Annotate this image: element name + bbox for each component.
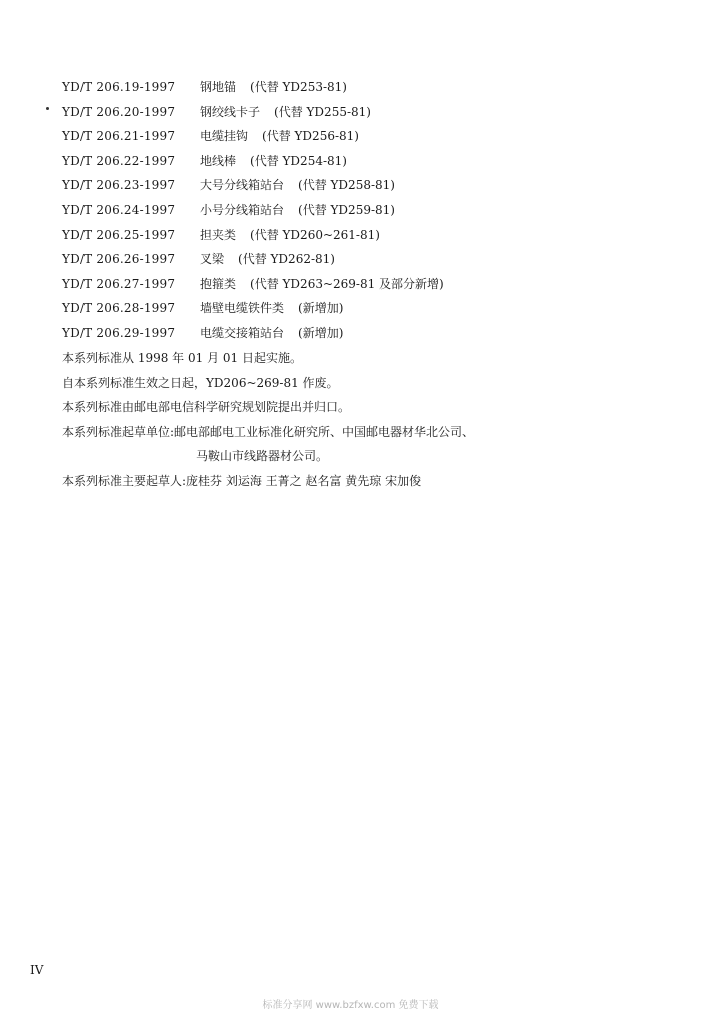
standard-note: (新增加) [298,301,344,316]
standard-title: 地线棒 [200,153,237,168]
standard-note: (代替 YD256-81) [262,129,359,144]
standard-title: 钢绞线卡子 [200,104,261,119]
standard-row [62,75,444,100]
watermark: 标准分享网 www.bzfxw.com 免费下载 [262,1000,439,1011]
standard-note: (代替 YD254-81) [250,153,347,168]
standard-row [62,198,444,223]
proposed-by-note: 本系列标准由邮电部电信科学研究规划院提出并归口。 [62,400,351,415]
standard-row [62,149,444,174]
standard-title: 小号分线箱站台 [200,202,285,217]
standard-note: (代替 YD258-81) [298,178,395,193]
effective-date-note: 本系列标准从 1998 年 01 月 01 日起实施。 [62,351,302,365]
standard-title: 大号分线箱站台 [200,178,285,193]
standard-note: (代替 YD255-81) [274,104,371,119]
standard-note: (代替 YD259-81) [298,202,395,217]
standard-title: 担夹类 [200,227,237,242]
standard-note: (代替 YD253-81) [250,80,347,94]
page-number: IV [30,963,44,977]
standard-code: YD/T 206.23-1997 [62,178,176,193]
notes-block [62,346,474,494]
standard-row [62,100,444,125]
standard-code: YD/T 206.21-1997 [62,129,176,144]
standard-note: (代替 YD260~261-81) [250,227,380,242]
standards-list [62,75,444,346]
standard-title: 抱箍类 [200,276,237,291]
standard-row [62,173,444,198]
standard-code: YD/T 206.24-1997 [62,202,176,217]
standard-row [62,296,444,321]
standard-code: YD/T 206.29-1997 [62,325,176,340]
supersede-note: 自本系列标准生效之日起，YD206~269-81 作废。 [62,375,339,390]
standard-title: 电缆交接箱站台 [200,325,285,340]
standard-code: YD/T 206.22-1997 [62,153,176,168]
standard-code: YD/T 206.27-1997 [62,276,176,291]
standard-row [62,321,444,346]
standard-note: (代替 YD263~269-81 及部分新增) [250,276,444,291]
standard-title: 叉梁 [200,252,225,267]
drafting-units-line-2: 马鞍山市线路器材公司。 [196,449,329,464]
standard-title: 钢地锚 [200,80,237,94]
drafting-units-line-1: 本系列标准起草单位:邮电部邮电工业标准化研究所、中国邮电器材华北公司、 [62,424,475,439]
scan-dot [46,107,49,110]
standard-code: YD/T 206.26-1997 [62,252,176,267]
standard-title: 电缆挂钩 [200,129,249,144]
standard-title: 墙壁电缆铁件类 [200,301,285,316]
standard-code: YD/T 206.19-1997 [62,80,176,94]
standard-note: (新增加) [298,325,344,340]
standard-row [62,247,444,272]
drafters-note: 本系列标准主要起草人:庞桂芬 刘运海 王菁之 赵名富 黄先琼 宋加俊 [62,473,422,488]
standard-row [62,124,444,149]
standard-code: YD/T 206.20-1997 [62,104,176,119]
standard-row [62,272,444,297]
standard-row [62,223,444,248]
standard-code: YD/T 206.25-1997 [62,227,176,242]
standard-code: YD/T 206.28-1997 [62,301,176,316]
standard-note: (代替 YD262-81) [238,252,335,267]
